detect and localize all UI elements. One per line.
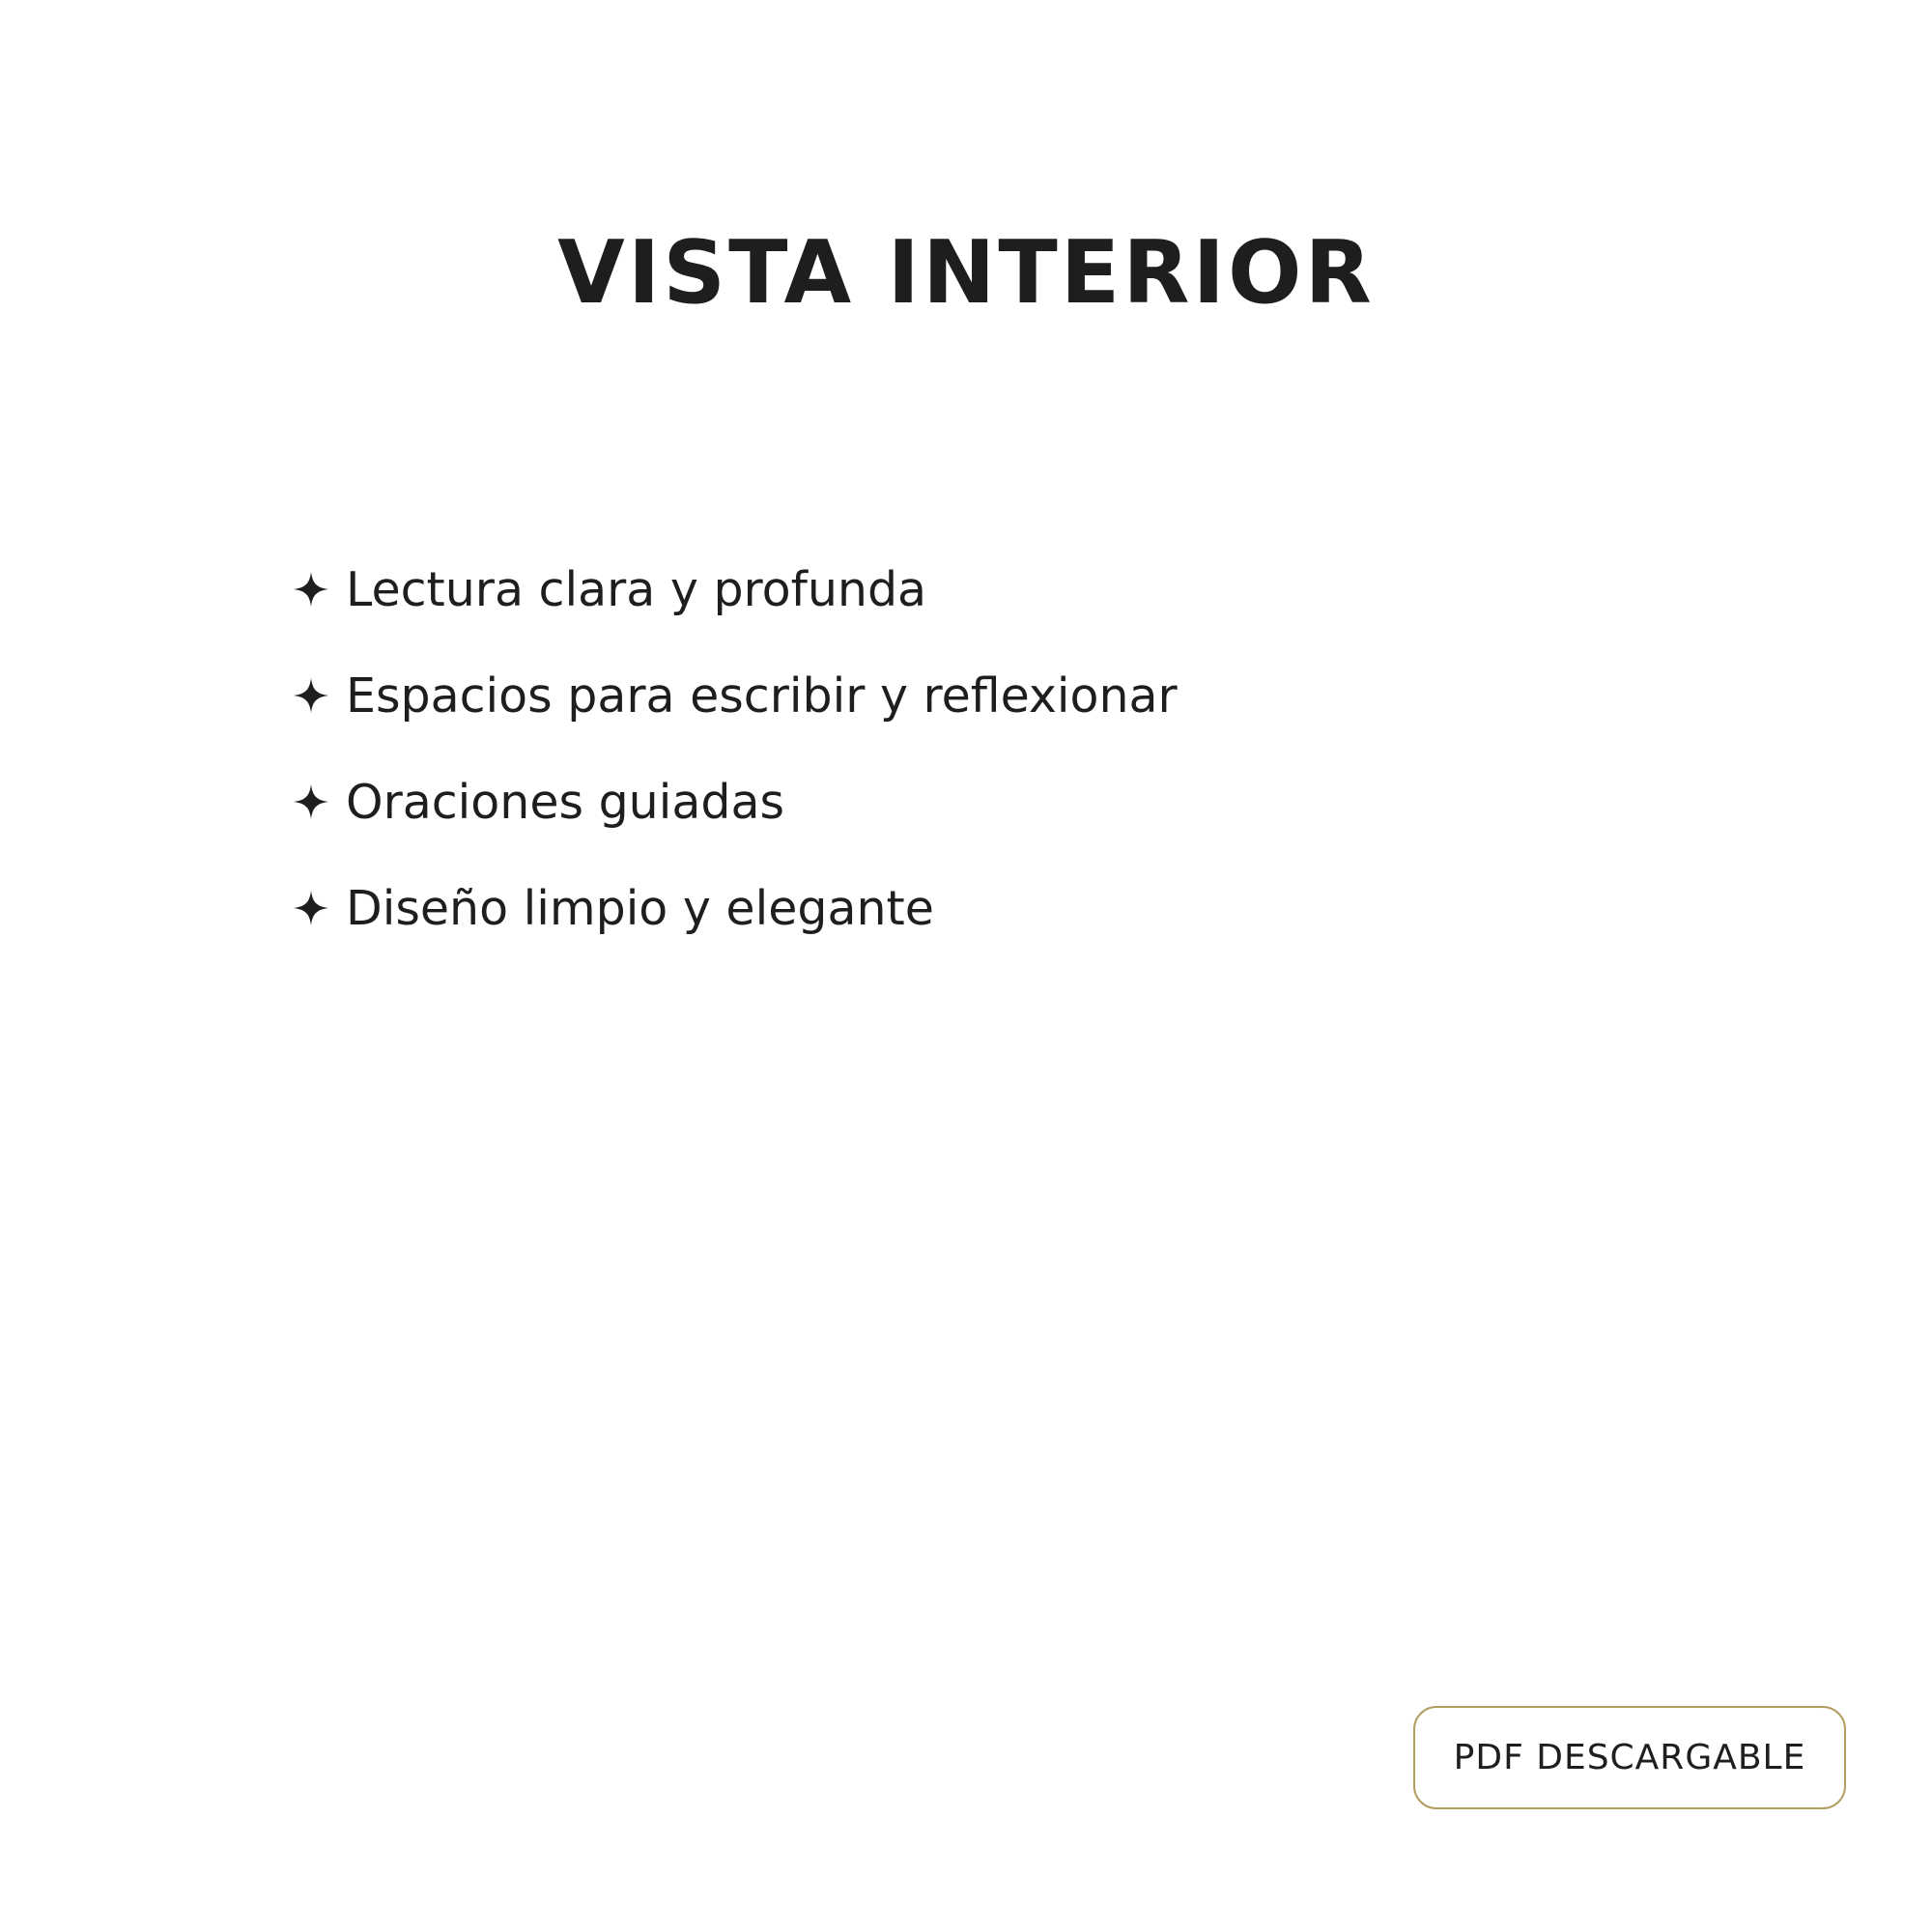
list-item (292, 642, 1178, 749)
four-pointed-star-icon (292, 570, 330, 609)
page-title: VISTA INTERIOR (557, 222, 1375, 324)
four-pointed-star-icon (292, 676, 330, 715)
feature-label: Oraciones guiadas (346, 774, 785, 830)
list-item (292, 855, 1178, 961)
feature-list (292, 536, 1178, 961)
four-pointed-star-icon (292, 782, 330, 821)
feature-label: Espacios para escribir y reflexionar (346, 668, 1178, 724)
badge-label: PDF DESCARGABLE (1453, 1738, 1806, 1777)
list-item (292, 536, 1178, 642)
list-item (292, 749, 1178, 855)
pdf-download-badge[interactable] (1413, 1706, 1846, 1809)
four-pointed-star-icon (292, 889, 330, 927)
feature-label: Diseño limpio y elegante (346, 880, 934, 936)
feature-label: Lectura clara y profunda (346, 561, 927, 617)
